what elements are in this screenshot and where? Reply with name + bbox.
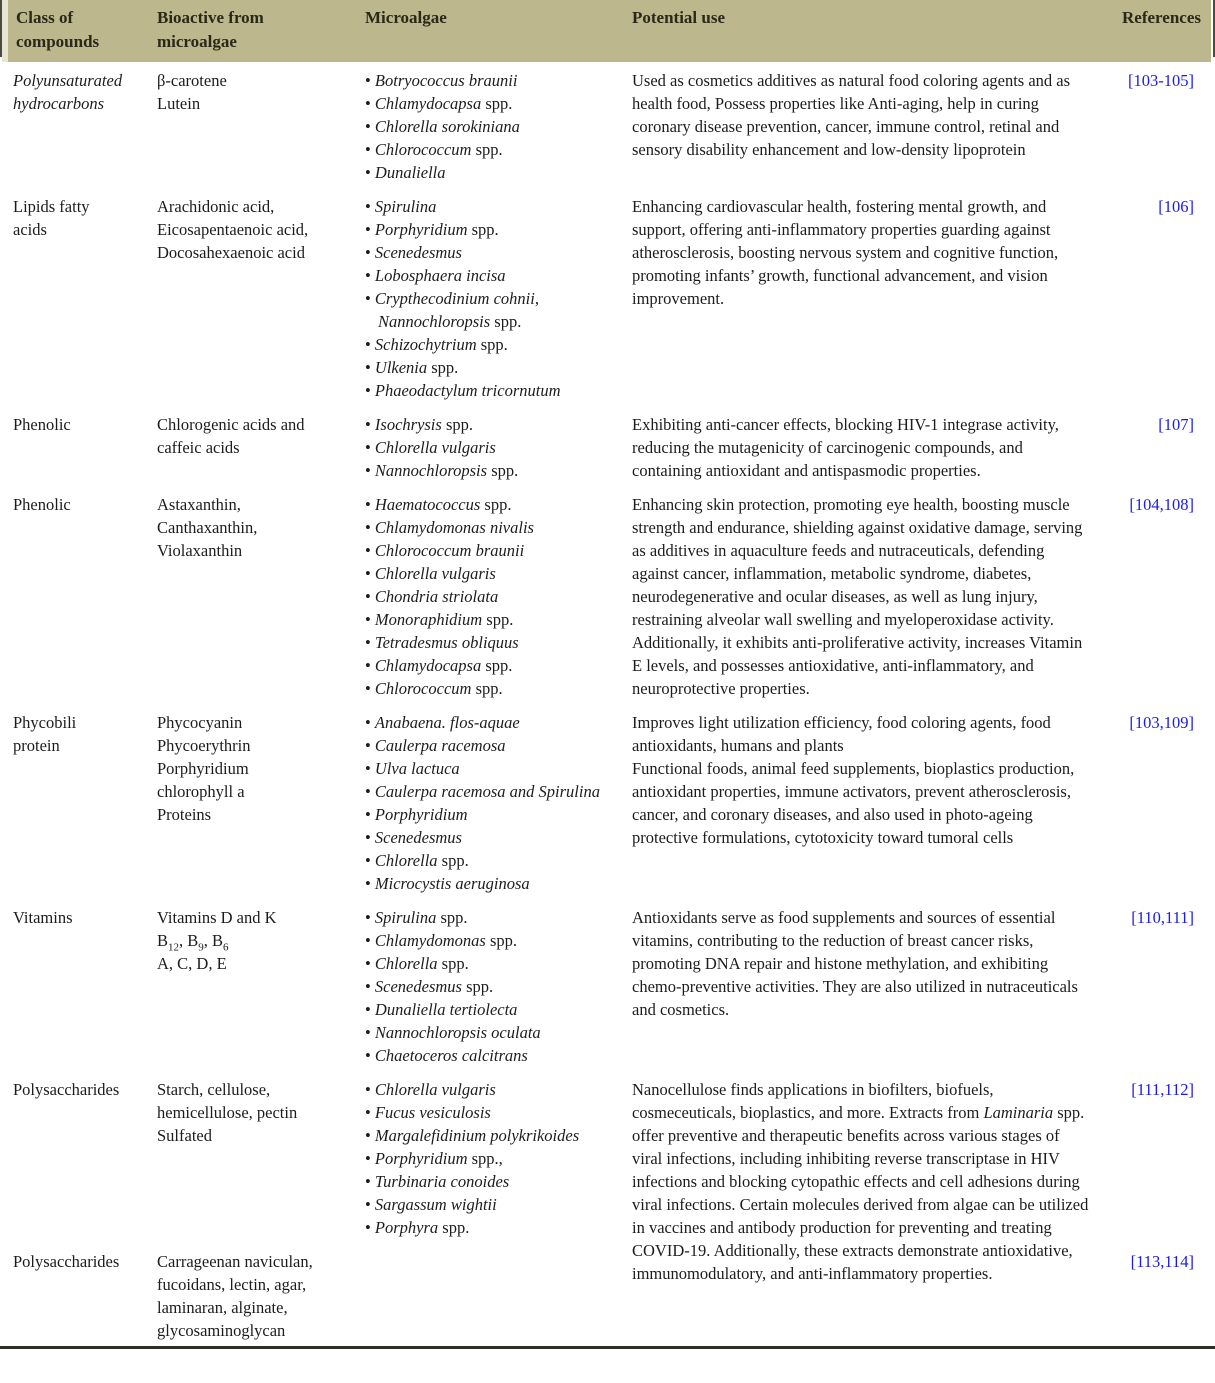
text-line: glycosaminoglycan — [157, 1321, 286, 1340]
bioactive-cell — [147, 899, 357, 1071]
references-cell — [1100, 704, 1211, 899]
bullet-icon: • — [365, 518, 375, 537]
table-bottom-rule — [0, 1346, 1215, 1349]
text-line: Lutein — [157, 94, 201, 113]
bullet-icon: • — [365, 1149, 375, 1168]
potential-use-cell — [622, 1071, 1100, 1346]
bullet-icon: • — [365, 381, 375, 400]
species-item: • Microcystis aeruginosa — [365, 874, 530, 893]
species-item: • Ulva lactuca — [365, 759, 460, 778]
bullet-icon: • — [365, 1023, 375, 1042]
bullet-icon: • — [365, 1126, 375, 1145]
species-item: • Dunaliella tertiolecta — [365, 1000, 518, 1019]
species-item: • Caulerpa racemosa — [365, 736, 506, 755]
use-paragraph: Nanocellulose finds applications in biofilters, biofuels, cosmeceuticals, bioplastics, and more. Extracts from Laminaria spp. offer preventive and therapeutic benefits across various stages of viral infections, including inhibiting reverse transcriptase in HIV infections and blocking cytopathic effects and cell adhesions during viral infections. Certain molecules derived from algae can be utilized in vaccines and antibody production for preventing and treating COVID-19. Additionally, these extracts demonstrate antioxidative, immunomodulatory, and anti-inflammatory properties. — [632, 1080, 1089, 1283]
reference-link[interactable]: [113,114] — [1130, 1252, 1194, 1271]
potential-use-cell — [622, 899, 1100, 1071]
reference-link[interactable]: [104,108] — [1129, 495, 1194, 514]
bullet-icon: • — [365, 874, 375, 893]
species-item: • Phaeodactylum tricornutum — [365, 381, 561, 400]
class-cell — [5, 899, 147, 1071]
bullet-icon: • — [365, 713, 375, 732]
reference-link[interactable]: [103-105] — [1128, 71, 1194, 90]
species-item: • Lobosphaera incisa — [365, 266, 506, 285]
bullet-icon: • — [365, 851, 375, 870]
species-item: • Scenedesmus — [365, 243, 462, 262]
bullet-icon: • — [365, 415, 375, 434]
bioactive-cell — [147, 406, 357, 486]
species-item: • Chaetoceros calcitrans — [365, 1046, 528, 1065]
bullet-icon: • — [365, 633, 375, 652]
text-line: chlorophyll a — [157, 782, 245, 801]
bullet-icon: • — [365, 679, 375, 698]
bullet-icon: • — [365, 266, 375, 285]
bioactive-cell — [147, 1071, 357, 1243]
text-line: Proteins — [157, 805, 212, 824]
class-cell — [5, 486, 147, 704]
table-row-polyunsaturated-hydrocarbons — [5, 62, 1211, 188]
species-item: • Schizochytrium spp. — [365, 335, 508, 354]
references-cell — [1100, 899, 1211, 1071]
bioactive-cell — [147, 486, 357, 704]
use-paragraph: Improves light utilization efficiency, food coloring agents, food antioxidants, humans and plants — [632, 713, 1051, 755]
text-line: Starch, cellulose, — [157, 1080, 271, 1099]
species-item: • Porphyridium spp., — [365, 1149, 503, 1168]
text-line: Bioactive from — [157, 8, 264, 27]
species-item: • Chlorella vulgaris — [365, 1080, 496, 1099]
bullet-icon: • — [365, 220, 375, 239]
species-item: • Haematococcus spp. — [365, 495, 512, 514]
microalgae-cell — [357, 406, 622, 486]
species-item: • Turbinaria conoides — [365, 1172, 510, 1191]
bullet-icon: • — [365, 1195, 375, 1214]
bullet-icon: • — [365, 541, 375, 560]
bullet-icon: • — [365, 828, 375, 847]
species-item: • Botryococcus braunii — [365, 71, 518, 90]
bullet-icon: • — [365, 461, 375, 480]
bullet-icon: • — [365, 197, 375, 216]
species-item: • Chlamydocapsa spp. — [365, 656, 513, 675]
bioactives-table — [2, 0, 1211, 1346]
bullet-icon: • — [365, 94, 375, 113]
text-line: laminaran, alginate, — [157, 1298, 288, 1317]
text-line: Canthaxanthin, — [157, 518, 258, 537]
microalgae-cell — [357, 899, 622, 1071]
table-row-phenolic-chlorogenic — [5, 406, 1211, 486]
species-item: • Scenedesmus spp. — [365, 977, 494, 996]
use-paragraph: Functional foods, animal feed supplements, bioplastics production, antioxidant properties, immune activators, prevent atherosclerosis, cancer, and coronary diseases, and also used in photo-ageing protective formulations, cytotoxicity toward tumoral cells — [632, 759, 1075, 847]
bullet-icon: • — [365, 977, 375, 996]
class-cell — [5, 406, 147, 486]
species-item: • Chondria striolata — [365, 587, 499, 606]
table-row-lipids-fatty-acids — [5, 188, 1211, 406]
bullet-icon: • — [365, 759, 375, 778]
bullet-icon: • — [365, 610, 375, 629]
text-line: fucoidans, lectin, agar, — [157, 1275, 307, 1294]
potential-use-cell — [622, 406, 1100, 486]
text-line: Arachidonic acid, — [157, 197, 275, 216]
species-item: • Porphyra spp. — [365, 1218, 470, 1237]
species-item: • Monoraphidium spp. — [365, 610, 514, 629]
text-line: Phenolic — [13, 415, 71, 434]
table-row-vitamins — [5, 899, 1211, 1071]
species-item: • Chlorococcum spp. — [365, 679, 503, 698]
species-item: • Chlorella spp. — [365, 954, 469, 973]
text-line: Violaxanthin — [157, 541, 243, 560]
species-item: • Crypthecodinium cohnii, — [365, 289, 539, 308]
species-item: • Chlamydomonas spp. — [365, 931, 517, 950]
class-cell — [5, 1243, 147, 1346]
microalgae-cell — [357, 62, 622, 188]
species-item: • Anabaena. flos-aquae — [365, 713, 520, 732]
species-item: • Chlorococcum braunii — [365, 541, 525, 560]
use-paragraph: Enhancing skin protection, promoting eye health, boosting muscle strength and endurance, shielding against oxidative damage, serving as additives in aquaculture feeds and nutraceuticals, defending against cancer, inflammation, metabolic syndrome, diabetes, neurodegenerative and ocular diseases, as well as lung injury, restraining alveolar wall swelling and myeloperoxidase activity. Additionally, it exhibits anti-proliferative activity, increases Vitamin E levels, and possesses antioxidative, anti-inflammatory, and neuroprotective properties. — [632, 495, 1083, 698]
text-line: microalgae — [157, 32, 237, 51]
col-header-references — [1100, 0, 1211, 62]
bullet-icon: • — [365, 1103, 375, 1122]
references-cell — [1100, 62, 1211, 188]
use-paragraph: Antioxidants serve as food supplements and sources of essential vitamins, contributing to the reduction of breast cancer risks, promoting DNA repair and histone methylation, and exhibiting chemo-preventive activities. They are also utilized in nutraceuticals and cosmetics. — [632, 908, 1078, 1019]
potential-use-cell — [622, 62, 1100, 188]
col-header-microalgae — [357, 0, 622, 62]
text-line: Docosahexaenoic acid — [157, 243, 305, 262]
text-line: compounds — [16, 32, 100, 51]
potential-use-cell — [622, 188, 1100, 406]
text-line: Potential use — [632, 8, 726, 27]
text-line: hemicellulose, pectin — [157, 1103, 298, 1122]
species-item: • Chlorella vulgaris — [365, 438, 496, 457]
bioactive-cell — [147, 704, 357, 899]
species-item: • Dunaliella — [365, 163, 446, 182]
species-item: • Spirulina — [365, 197, 437, 216]
bullet-icon: • — [365, 243, 375, 262]
text-line: Polysaccharides — [13, 1252, 120, 1271]
bullet-icon: • — [365, 1080, 375, 1099]
bullet-icon: • — [365, 335, 375, 354]
text-line: hydrocarbons — [13, 94, 105, 113]
bioactive-cell — [147, 62, 357, 188]
bioactive-cell — [147, 1243, 357, 1346]
text-line: Lipids fatty — [13, 197, 90, 216]
bullet-icon: • — [365, 1000, 375, 1019]
text-line: Phycoerythrin — [157, 736, 251, 755]
text-line: Carrageenan naviculan, — [157, 1252, 313, 1271]
microalgae-cell — [357, 188, 622, 406]
text-line: $B_{12}$, $B_9$, $B_6$ — [157, 931, 229, 954]
bullet-icon: • — [365, 438, 375, 457]
use-paragraph: Exhibiting anti-cancer effects, blocking HIV-1 integrase activity, reducing the mutagenicity of carcinogenic compounds, and containing antioxidant and antispasmodic properties. — [632, 415, 1059, 480]
potential-use-cell — [622, 486, 1100, 704]
text-line: Porphyridium — [157, 759, 249, 778]
microalgae-cell — [357, 1243, 622, 1346]
references-cell — [1100, 188, 1211, 406]
species-item: • Nannochloropsis spp. — [365, 461, 519, 480]
use-paragraph: Used as cosmetics additives as natural food coloring agents and as health food, Possess properties like Anti-aging, help in curing coronary disease prevention, cancer, immune control, retinal and sensory disability enhancement and low-density lipoprotein — [632, 71, 1071, 159]
text-line: Class of — [16, 8, 74, 27]
class-cell — [5, 704, 147, 899]
species-item: • Chlorella sorokiniana — [365, 117, 520, 136]
species-item: • Chlamydomonas nivalis — [365, 518, 534, 537]
page-left-edge — [0, 0, 2, 57]
species-item: Nannochloropsis spp. — [378, 312, 522, 331]
species-item: • Porphyridium spp. — [365, 220, 499, 239]
bullet-icon: • — [365, 908, 375, 927]
text-line: A, C, D, E — [157, 954, 227, 973]
references-cell — [1100, 1071, 1211, 1243]
species-item: • Chlorella spp. — [365, 851, 469, 870]
species-item: • Sargassum wightii — [365, 1195, 497, 1214]
text-line: β-carotene — [157, 71, 227, 90]
text-line: Astaxanthin, — [157, 495, 241, 514]
species-item: • Chlorococcum spp. — [365, 140, 503, 159]
bullet-icon: • — [365, 495, 375, 514]
species-item: • Chlamydocapsa spp. — [365, 94, 513, 113]
species-item: • Ulkenia spp. — [365, 358, 459, 377]
text-line: Phycobili — [13, 713, 77, 732]
table-row-polysaccharides-starch — [5, 1071, 1211, 1243]
reference-link[interactable]: [107] — [1158, 415, 1194, 434]
bullet-icon: • — [365, 564, 375, 583]
header-row — [5, 0, 1211, 62]
species-item: • Porphyridium — [365, 805, 468, 824]
species-item: • Tetradesmus obliquus — [365, 633, 519, 652]
class-cell — [5, 1071, 147, 1243]
bullet-icon: • — [365, 736, 375, 755]
bullet-icon: • — [365, 587, 375, 606]
bullet-icon: • — [365, 782, 375, 801]
microalgae-cell — [357, 704, 622, 899]
text-line: Polyunsaturated — [13, 71, 123, 90]
bullet-icon: • — [365, 1046, 375, 1065]
text-line: Chlorogenic acids and — [157, 415, 305, 434]
text-line: acids — [13, 220, 47, 239]
reference-link[interactable]: [106] — [1158, 197, 1194, 216]
species-item: • Chlorella vulgaris — [365, 564, 496, 583]
species-item: • Margalefidinium polykrikoides — [365, 1126, 580, 1145]
bullet-icon: • — [365, 140, 375, 159]
text-line: Eicosapentaenoic acid, — [157, 220, 309, 239]
text-line: Vitamins D and K — [157, 908, 277, 927]
class-cell — [5, 188, 147, 406]
text-line: caffeic acids — [157, 438, 240, 457]
references-cell — [1100, 486, 1211, 704]
text-line: Microalgae — [365, 8, 447, 27]
reference-link[interactable]: [103,109] — [1129, 713, 1194, 732]
reference-link[interactable]: [110,111] — [1131, 908, 1194, 927]
text-line: Vitamins — [13, 908, 73, 927]
bullet-icon: • — [365, 931, 375, 950]
microalgae-cell — [357, 486, 622, 704]
microalgae-cell — [357, 1071, 622, 1243]
use-paragraph: Enhancing cardiovascular health, fostering mental growth, and support, offering anti-inflammatory properties guarding against atherosclerosis, boosting nervous system and cognitive function, promoting infants’ growth, functional advancement, and vision improvement. — [632, 197, 1059, 308]
bullet-icon: • — [365, 805, 375, 824]
table-row-phycobili-protein — [5, 704, 1211, 899]
bullet-icon: • — [365, 954, 375, 973]
bullet-icon: • — [365, 358, 375, 377]
species-item: • Spirulina spp. — [365, 908, 468, 927]
reference-link[interactable]: [111,112] — [1131, 1080, 1194, 1099]
text-line: Phenolic — [13, 495, 71, 514]
bullet-icon: • — [365, 1172, 375, 1191]
potential-use-cell — [622, 704, 1100, 899]
bullet-icon: • — [365, 117, 375, 136]
bullet-icon: • — [365, 71, 375, 90]
species-item: • Scenedesmus — [365, 828, 462, 847]
bullet-icon: • — [365, 289, 375, 308]
col-header-bioactive — [147, 0, 357, 62]
species-item: • Isochrysis spp. — [365, 415, 473, 434]
bioactive-cell — [147, 188, 357, 406]
col-header-potential-use — [622, 0, 1100, 62]
species-item: • Fucus vesiculosis — [365, 1103, 491, 1122]
text-line: Phycocyanin — [157, 713, 243, 732]
references-cell — [1100, 1243, 1211, 1346]
class-cell — [5, 62, 147, 188]
bullet-icon: • — [365, 1218, 375, 1237]
references-cell — [1100, 406, 1211, 486]
species-item: • Caulerpa racemosa and Spirulina — [365, 782, 600, 801]
bullet-icon: • — [365, 656, 375, 675]
text-line: Sulfated — [157, 1126, 212, 1145]
bullet-icon: • — [365, 163, 375, 182]
table-row-phenolic-astaxanthin — [5, 486, 1211, 704]
text-line: Polysaccharides — [13, 1080, 120, 1099]
species-item: • Nannochloropsis oculata — [365, 1023, 541, 1042]
text-line: References — [1122, 8, 1201, 27]
col-header-class-of-compounds — [5, 0, 147, 62]
text-line: protein — [13, 736, 60, 755]
